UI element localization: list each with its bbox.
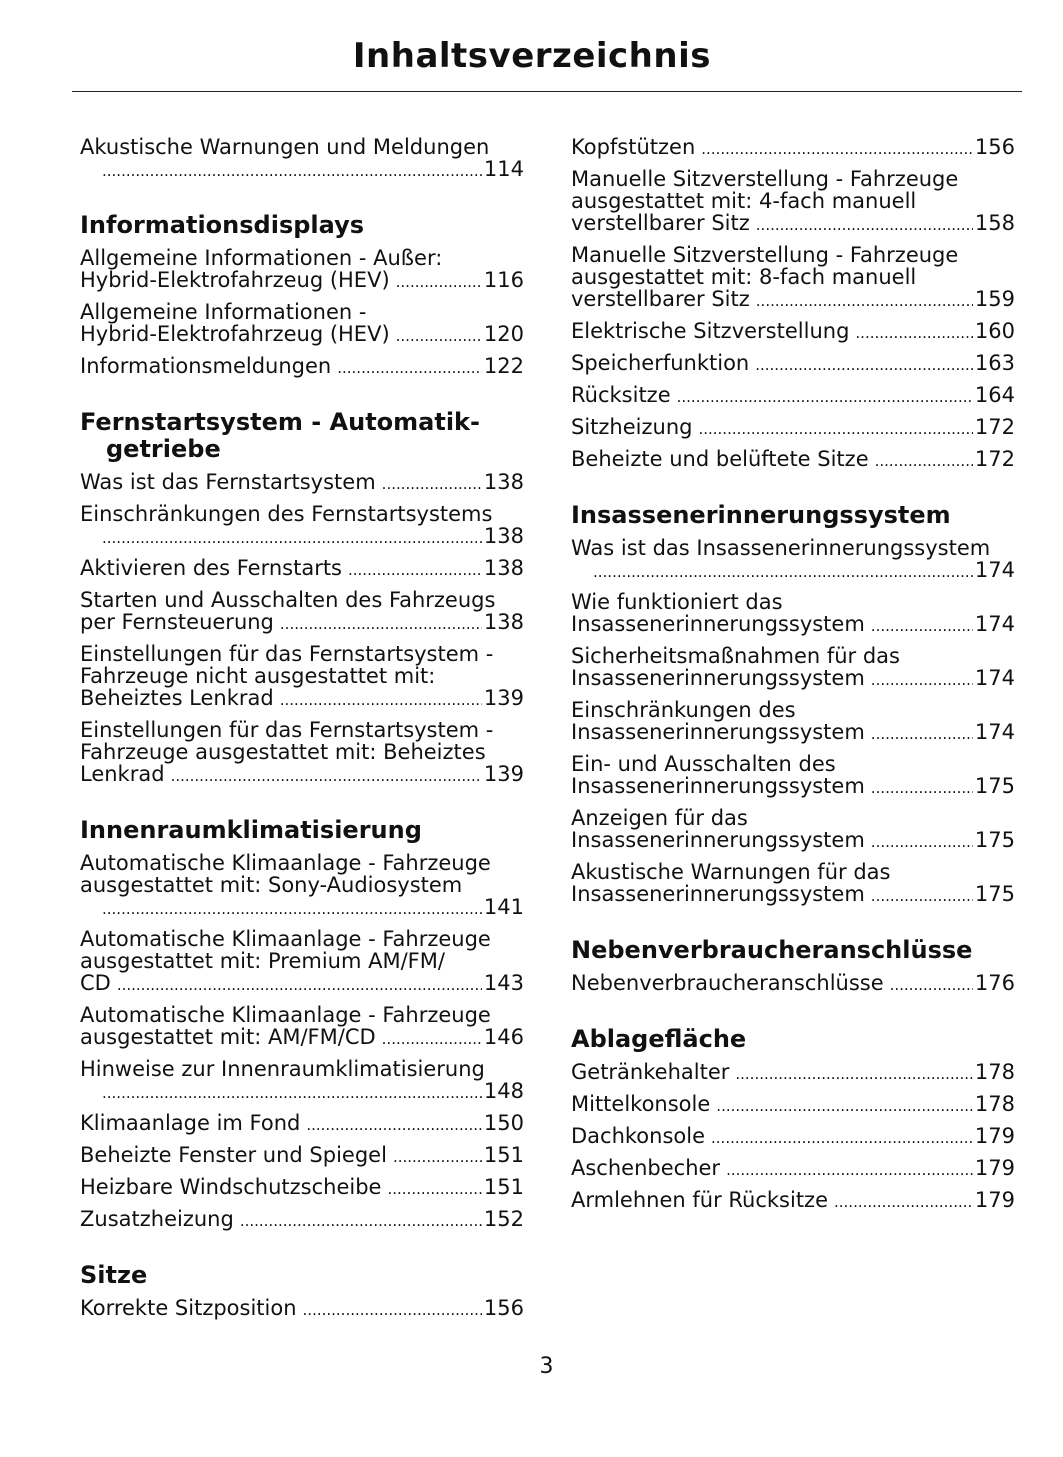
toc-page-number: 143	[483, 971, 524, 995]
toc-entry[interactable]	[571, 972, 1015, 996]
toc-page-number: 120	[483, 322, 524, 346]
toc-entry-text: Was ist das Fernstartsystem	[80, 470, 376, 494]
dot-leader	[871, 615, 973, 637]
toc-entry[interactable]	[571, 807, 1015, 853]
toc-leader-line	[102, 896, 524, 920]
dot-leader	[726, 1159, 973, 1181]
toc-leader-line	[571, 287, 1015, 312]
dot-leader	[871, 831, 973, 853]
toc-entry-text: ausgestattet mit: 8-fach manuell	[571, 265, 917, 289]
dot-leader	[348, 559, 482, 581]
toc-leader-line	[571, 135, 1015, 160]
toc-page-number: 141	[483, 895, 524, 919]
dot-leader	[240, 1210, 482, 1232]
toc-entry-text: Automatische Klimaanlage - Fahrzeuge	[80, 851, 491, 875]
toc-entry-text: Allgemeine Informationen -	[80, 300, 367, 324]
toc-leader-line	[80, 1025, 524, 1050]
toc-entry-text: Sitzheizung	[571, 415, 693, 439]
dot-leader	[102, 1082, 482, 1104]
toc-page-number: 116	[483, 268, 524, 292]
toc-entry[interactable]	[571, 1189, 1015, 1213]
toc-entry-text: Nebenverbraucheranschlüsse	[571, 971, 884, 995]
toc-leader-line	[571, 1124, 1015, 1149]
toc-page-number: 174	[974, 612, 1015, 636]
toc-page-number: 148	[483, 1079, 524, 1103]
toc-leader-line	[80, 1111, 524, 1136]
dot-leader	[102, 160, 482, 182]
toc-entry-text: Einstellungen für das Fernstartsystem -	[80, 718, 494, 742]
toc-entry-text: Manuelle Sitzverstellung - Fahrzeuge	[571, 243, 959, 267]
toc-leader-line	[80, 268, 524, 293]
toc-entry-text: Was ist das Insassenerinnerungssystem	[571, 536, 991, 560]
toc-page-number: 179	[974, 1156, 1015, 1180]
toc-leader-line	[571, 1156, 1015, 1181]
dot-leader	[698, 418, 972, 440]
toc-entry-text: Heizbare Windschutzscheibe	[80, 1175, 382, 1199]
toc-page-number: 175	[974, 828, 1015, 852]
toc-page-number: 179	[974, 1124, 1015, 1148]
section-heading: Informationsdisplays	[80, 211, 365, 239]
toc-entry[interactable]	[80, 1176, 524, 1200]
toc-page-number: 179	[974, 1188, 1015, 1212]
dot-leader	[102, 527, 482, 549]
toc-entry-text: Einschränkungen des	[571, 698, 796, 722]
toc-entry[interactable]	[80, 928, 524, 996]
toc-entry-text: Getränkehalter	[571, 1060, 730, 1084]
toc-leader-line	[102, 1080, 524, 1104]
toc-page-number: 156	[974, 135, 1015, 159]
toc-entry-text: Korrekte Sitzposition	[80, 1296, 297, 1320]
toc-page-number: 159	[974, 287, 1015, 311]
toc-entry[interactable]	[80, 1004, 524, 1050]
toc-entry-text: Insassenerinnerungssystem	[571, 828, 865, 852]
toc-entry-text: Hybrid-Elektrofahrzeug (HEV)	[80, 268, 390, 292]
toc-page-number: 164	[974, 383, 1015, 407]
toc-entry[interactable]	[80, 852, 524, 920]
toc-entry[interactable]	[571, 1061, 1015, 1085]
toc-entry-text: Automatische Klimaanlage - Fahrzeuge	[80, 1003, 491, 1027]
dot-leader	[306, 1114, 482, 1136]
toc-leader-line	[571, 415, 1015, 440]
toc-entry[interactable]	[80, 1112, 524, 1136]
toc-leader-line	[571, 774, 1015, 799]
dot-leader	[387, 1178, 481, 1200]
toc-entry[interactable]	[80, 1058, 524, 1104]
dot-leader	[756, 214, 973, 236]
toc-page-number: 146	[483, 1025, 524, 1049]
toc-entry-text: Beheizte und belüftete Sitze	[571, 447, 869, 471]
toc-entry[interactable]	[80, 1144, 524, 1168]
toc-entry[interactable]	[80, 136, 524, 182]
toc-entry[interactable]	[80, 1208, 524, 1232]
toc-entry-text: Starten und Ausschalten des Fahrzeugs	[80, 588, 496, 612]
toc-leader-line	[571, 319, 1015, 344]
toc-page-number: 138	[483, 556, 524, 580]
title-divider	[72, 91, 1022, 92]
toc-entry-text: Manuelle Sitzverstellung - Fahrzeuge	[571, 167, 959, 191]
toc-leader-line	[571, 1188, 1015, 1213]
toc-entry-text: ausgestattet mit: 4-fach manuell	[571, 189, 917, 213]
section-heading: Fernstartsystem - Automatik-getriebe	[80, 408, 480, 463]
toc-leader-line	[80, 1175, 524, 1200]
toc-page-number: 151	[483, 1143, 524, 1167]
dot-leader	[871, 885, 973, 907]
toc-entry[interactable]	[571, 136, 1015, 160]
dot-leader	[871, 669, 973, 691]
section-heading: Ablagefläche	[571, 1025, 747, 1053]
toc-leader-line	[80, 556, 524, 581]
dot-leader	[735, 1063, 973, 1085]
toc-entry-text: Wie funktioniert das	[571, 590, 783, 614]
dot-leader	[382, 473, 482, 495]
toc-entry[interactable]	[80, 1297, 524, 1321]
toc-entry-text: Aschenbecher	[571, 1156, 721, 1180]
toc-page-number: 156	[483, 1296, 524, 1320]
toc-entry-text: Kopfstützen	[571, 135, 696, 159]
toc-entry[interactable]	[571, 1093, 1015, 1117]
toc-leader-line	[80, 686, 524, 711]
toc-entry-text: Mittelkonsole	[571, 1092, 711, 1116]
dot-leader	[716, 1095, 973, 1117]
toc-leader-line	[80, 610, 524, 635]
toc-page-number: 174	[974, 666, 1015, 690]
toc-entry[interactable]	[80, 589, 524, 635]
toc-page-number: 178	[974, 1060, 1015, 1084]
toc-leader-line	[571, 1060, 1015, 1085]
toc-entry-text: Allgemeine Informationen - Außer:	[80, 246, 443, 270]
toc-page-number: 176	[974, 971, 1015, 995]
toc-entry-text: Automatische Klimaanlage - Fahrzeuge	[80, 927, 491, 951]
dot-leader	[303, 1299, 482, 1321]
toc-entry[interactable]	[571, 1157, 1015, 1181]
toc-leader-line	[80, 322, 524, 347]
toc-leader-line	[80, 470, 524, 495]
dot-leader	[711, 1127, 973, 1149]
toc-page-number: 122	[483, 354, 524, 378]
toc-entry[interactable]	[571, 320, 1015, 344]
toc-entry-text: Fahrzeuge nicht ausgestattet mit:	[80, 664, 436, 688]
toc-page-number: 178	[974, 1092, 1015, 1116]
dot-leader	[871, 723, 973, 745]
toc-entry-text: Speicherfunktion	[571, 351, 750, 375]
toc-entry-text: Insassenerinnerungssystem	[571, 720, 865, 744]
toc-entry[interactable]	[571, 699, 1015, 745]
dot-leader	[280, 689, 482, 711]
toc-leader-line	[102, 525, 524, 549]
toc-page-number: 138	[483, 470, 524, 494]
toc-entry[interactable]	[571, 645, 1015, 691]
toc-page-number: 160	[974, 319, 1015, 343]
toc-entry-text: Zusatzheizung	[80, 1207, 234, 1231]
toc-entry[interactable]	[80, 643, 524, 711]
dot-leader	[117, 974, 482, 996]
toc-leader-line	[571, 971, 1015, 996]
toc-page-number: 163	[974, 351, 1015, 375]
dot-leader	[393, 1146, 482, 1168]
toc-entry-text: verstellbarer Sitz	[571, 287, 750, 311]
dot-leader	[102, 898, 482, 920]
toc-entry-text: ausgestattet mit: Premium AM/FM/	[80, 949, 445, 973]
toc-leader-line	[80, 971, 524, 996]
toc-entry-text: Lenkrad	[80, 762, 165, 786]
toc-entry[interactable]	[571, 384, 1015, 408]
toc-entry[interactable]	[571, 591, 1015, 637]
toc-leader-line	[80, 1143, 524, 1168]
toc-entry[interactable]	[80, 557, 524, 581]
toc-leader-line	[571, 1092, 1015, 1117]
toc-entry-text: Insassenerinnerungssystem	[571, 612, 865, 636]
toc-leader-line	[571, 351, 1015, 376]
toc-entry-text: Beheizte Fenster und Spiegel	[80, 1143, 387, 1167]
toc-page-number: 175	[974, 774, 1015, 798]
dot-leader	[834, 1191, 973, 1213]
toc-entry[interactable]	[571, 861, 1015, 907]
toc-entry-text: Sicherheitsmaßnahmen für das	[571, 644, 900, 668]
toc-entry-text: Akustische Warnungen für das	[571, 860, 891, 884]
dot-leader	[171, 765, 482, 787]
toc-entry[interactable]	[571, 537, 1015, 583]
toc-entry-text: ausgestattet mit: Sony-Audiosystem	[80, 873, 463, 897]
toc-page-number: 152	[483, 1207, 524, 1231]
dot-leader	[755, 354, 973, 376]
toc-entry-text: Hinweise zur Innenraumklimatisierung	[80, 1057, 485, 1081]
toc-entry[interactable]	[571, 753, 1015, 799]
dot-leader	[756, 290, 973, 312]
toc-entry-text: Aktivieren des Fernstarts	[80, 556, 342, 580]
toc-entry-text: ausgestattet mit: AM/FM/CD	[80, 1025, 376, 1049]
page-number: 3	[539, 1354, 554, 1379]
dot-leader	[855, 322, 973, 344]
toc-entry-text: Hybrid-Elektrofahrzeug (HEV)	[80, 322, 390, 346]
toc-entry-text: Insassenerinnerungssystem	[571, 774, 865, 798]
toc-entry[interactable]	[571, 244, 1015, 312]
toc-entry[interactable]	[80, 503, 524, 549]
dot-leader	[701, 138, 973, 160]
toc-leader-line	[571, 447, 1015, 472]
toc-leader-line	[571, 211, 1015, 236]
toc-leader-line	[593, 559, 1015, 583]
toc-entry-text: Klimaanlage im Fond	[80, 1111, 301, 1135]
toc-entry-text: Ein- und Ausschalten des	[571, 752, 836, 776]
dot-leader	[280, 613, 482, 635]
section-heading: Nebenverbraucheranschlüsse	[571, 936, 973, 964]
toc-page-number: 151	[483, 1175, 524, 1199]
toc-leader-line	[571, 720, 1015, 745]
toc-entry-text: Insassenerinnerungssystem	[571, 666, 865, 690]
toc-entry[interactable]	[80, 355, 524, 379]
toc-entry[interactable]	[80, 301, 524, 347]
toc-page-number: 138	[483, 610, 524, 634]
toc-right-column	[571, 136, 1015, 1221]
toc-entry-text: Elektrische Sitzverstellung	[571, 319, 850, 343]
toc-page-number: 114	[483, 157, 524, 181]
toc-entry[interactable]	[571, 448, 1015, 472]
toc-page-number: 139	[483, 762, 524, 786]
toc-leader-line	[571, 666, 1015, 691]
toc-entry-text: Fahrzeuge ausgestattet mit: Beheiztes	[80, 740, 486, 764]
toc-leader-line	[80, 354, 524, 379]
dot-leader	[396, 325, 482, 347]
toc-page-number: 158	[974, 211, 1015, 235]
dot-leader	[677, 386, 973, 408]
dot-leader	[382, 1028, 482, 1050]
toc-entry[interactable]	[571, 1125, 1015, 1149]
section-heading: Innenraumklimatisierung	[80, 816, 422, 844]
toc-leader-line	[80, 762, 524, 787]
section-heading: Insassenerinnerungssystem	[571, 501, 951, 529]
toc-leader-line	[571, 882, 1015, 907]
toc-page-number: 174	[974, 558, 1015, 582]
toc-entry-text: Rücksitze	[571, 383, 671, 407]
toc-entry-text: Anzeigen für das	[571, 806, 748, 830]
toc-page-number: 175	[974, 882, 1015, 906]
toc-leader-line	[80, 1207, 524, 1232]
toc-entry-text: CD	[80, 971, 111, 995]
toc-entry[interactable]	[571, 168, 1015, 236]
toc-page-number: 139	[483, 686, 524, 710]
dot-leader	[337, 357, 482, 379]
toc-leader-line	[571, 383, 1015, 408]
toc-entry[interactable]	[571, 416, 1015, 440]
toc-page-number: 172	[974, 447, 1015, 471]
toc-leader-line	[571, 828, 1015, 853]
toc-left-column	[80, 136, 524, 1329]
toc-entry-text: Informationsmeldungen	[80, 354, 332, 378]
toc-entry[interactable]	[571, 352, 1015, 376]
toc-entry-text: Beheiztes Lenkrad	[80, 686, 274, 710]
toc-entry-text: per Fernsteuerung	[80, 610, 274, 634]
toc-page-number: 138	[483, 524, 524, 548]
toc-entry[interactable]	[80, 471, 524, 495]
toc-entry-text: Einstellungen für das Fernstartsystem -	[80, 642, 494, 666]
toc-leader-line	[571, 612, 1015, 637]
toc-leader-line	[102, 158, 524, 182]
dot-leader	[890, 974, 973, 996]
dot-leader	[593, 561, 973, 583]
toc-page-number: 172	[974, 415, 1015, 439]
toc-entry-text: Dachkonsole	[571, 1124, 706, 1148]
page-title: Inhaltsverzeichnis	[352, 36, 711, 76]
toc-entry[interactable]	[80, 247, 524, 293]
toc-entry-text: Einschränkungen des Fernstartsystems	[80, 502, 493, 526]
dot-leader	[871, 777, 973, 799]
toc-entry-text: verstellbarer Sitz	[571, 211, 750, 235]
section-heading: Sitze	[80, 1261, 148, 1289]
toc-entry-text: Armlehnen für Rücksitze	[571, 1188, 828, 1212]
dot-leader	[875, 450, 973, 472]
toc-page-number: 150	[483, 1111, 524, 1135]
toc-entry-text: Akustische Warnungen und Meldungen	[80, 135, 490, 159]
dot-leader	[396, 271, 482, 293]
toc-leader-line	[80, 1296, 524, 1321]
toc-page-number: 174	[974, 720, 1015, 744]
toc-entry-text: Insassenerinnerungssystem	[571, 882, 865, 906]
toc-entry[interactable]	[80, 719, 524, 787]
